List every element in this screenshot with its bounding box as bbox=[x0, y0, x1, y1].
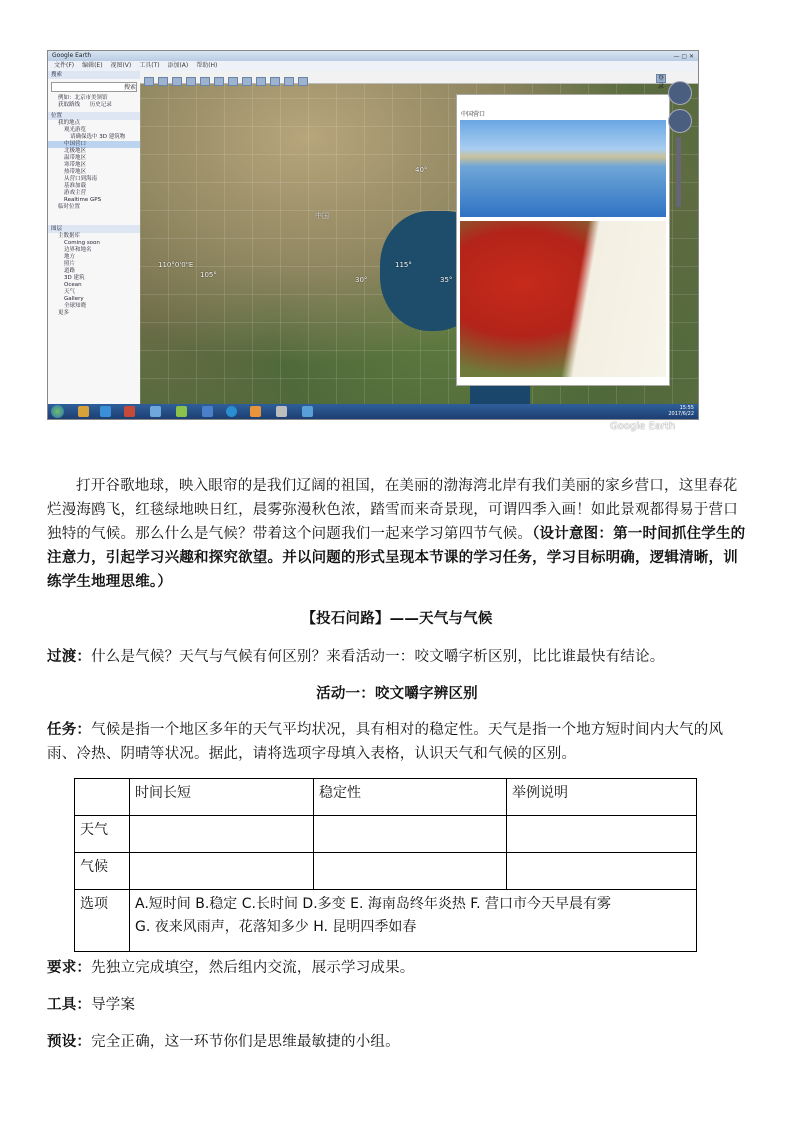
window-titlebar bbox=[48, 51, 698, 61]
zoom-slider[interactable] bbox=[676, 137, 681, 207]
toolbar-icon[interactable] bbox=[144, 77, 154, 86]
pan-control[interactable] bbox=[668, 109, 692, 133]
places-item[interactable]: 观光游览 bbox=[64, 127, 87, 133]
taskbar-app-icon[interactable] bbox=[78, 406, 89, 417]
layer-item[interactable]: Coming soon bbox=[64, 240, 100, 246]
answer-cell[interactable] bbox=[314, 853, 507, 890]
map-label: 105° bbox=[200, 271, 217, 279]
transition-text: 什么是气候？天气与气候有何区别？来看活动一：咬文嚼字析区别，比比谁最快有结论。 bbox=[91, 649, 665, 665]
toolbar-icon[interactable] bbox=[256, 77, 266, 86]
places-item[interactable]: 游戏主营 bbox=[64, 190, 87, 196]
google-earth-screenshot bbox=[47, 50, 699, 432]
map-label: 115° bbox=[395, 261, 412, 269]
toolbar-icon[interactable] bbox=[228, 77, 238, 86]
taskbar-app-icon[interactable] bbox=[226, 406, 237, 417]
preset-text: 完全正确，这一环节你们是思维最敏捷的小组。 bbox=[91, 1034, 400, 1050]
map-label: 30° bbox=[355, 276, 368, 284]
layer-item[interactable]: 3D 建筑 bbox=[64, 275, 85, 281]
red-beach-photo bbox=[460, 221, 666, 377]
design-intent-label: （设计意图： bbox=[532, 526, 614, 542]
task-label: 任务： bbox=[47, 722, 92, 738]
places-item[interactable]: Realtime GPS bbox=[64, 197, 102, 203]
row-label-climate: 气候 bbox=[75, 853, 130, 890]
toolbar-icon[interactable] bbox=[172, 77, 182, 86]
search-links bbox=[48, 102, 140, 109]
places-item-yingkou[interactable]: 中国营口 bbox=[48, 141, 140, 148]
activity-title: 活动一：咬文嚼字辨区别 bbox=[316, 686, 478, 702]
table-options-row bbox=[75, 890, 697, 952]
layer-item[interactable]: 更多 bbox=[58, 310, 70, 316]
table-row bbox=[75, 816, 697, 853]
answer-cell[interactable] bbox=[130, 816, 314, 853]
clock-date: 2017/6/22 bbox=[668, 411, 694, 417]
taskbar-app-icon[interactable] bbox=[124, 406, 135, 417]
toolbar-icon[interactable] bbox=[214, 77, 224, 86]
map-toolbar bbox=[140, 71, 698, 90]
section-title: 【投石问路】——天气与气候 bbox=[301, 611, 493, 627]
task-paragraph bbox=[47, 718, 747, 766]
taskbar-clock bbox=[668, 405, 694, 417]
places-item[interactable]: 寒带地区 bbox=[64, 162, 87, 168]
clock-time: 15:55 bbox=[679, 405, 694, 411]
menu-tools[interactable]: 工具(T) bbox=[139, 62, 160, 69]
table-header-cell bbox=[75, 779, 130, 816]
preset-label: 预设： bbox=[47, 1034, 92, 1050]
places-panel-header[interactable]: 位置 bbox=[48, 112, 140, 120]
taskbar-app-icon[interactable] bbox=[250, 406, 261, 417]
table-header-cell: 时间长短 bbox=[130, 779, 314, 816]
places-item[interactable]: 温带地区 bbox=[64, 155, 87, 161]
search-button[interactable]: 搜索 bbox=[123, 84, 136, 91]
layer-item[interactable]: Gallery bbox=[64, 296, 84, 302]
places-item[interactable]: 基准加载 bbox=[64, 183, 87, 189]
table-header-cell: 举例说明 bbox=[507, 779, 697, 816]
taskbar-app-icon[interactable] bbox=[276, 406, 287, 417]
toolbar-icon[interactable] bbox=[200, 77, 210, 86]
weather-climate-table bbox=[74, 778, 697, 952]
layer-item[interactable]: 天气 bbox=[64, 289, 76, 295]
requirement-label: 要求： bbox=[47, 960, 92, 976]
intro-paragraph bbox=[47, 474, 747, 594]
layer-item[interactable]: 全球知晓 bbox=[64, 303, 87, 309]
taskbar-app-icon[interactable] bbox=[202, 406, 213, 417]
answer-cell[interactable] bbox=[507, 853, 697, 890]
places-item[interactable]: 请确保选中 3D 建筑物 bbox=[70, 134, 126, 140]
places-item[interactable]: 热带地区 bbox=[64, 169, 87, 175]
transition-label: 过渡： bbox=[47, 649, 92, 665]
table-header-row bbox=[75, 779, 697, 816]
login-button[interactable]: 登录 bbox=[657, 75, 664, 90]
tool-text: 导学案 bbox=[91, 997, 136, 1013]
windows-taskbar bbox=[48, 404, 698, 419]
toolbar-icon[interactable] bbox=[298, 77, 308, 86]
layer-item[interactable]: 道路 bbox=[64, 268, 76, 274]
history-link[interactable]: 历史记录 bbox=[89, 102, 112, 108]
taskbar-app-icon[interactable] bbox=[150, 406, 161, 417]
map-label: 35° bbox=[440, 276, 453, 284]
yingkou-coast-photo bbox=[460, 120, 666, 217]
table-row bbox=[75, 853, 697, 890]
taskbar-app-icon[interactable] bbox=[302, 406, 313, 417]
task-text: 气候是指一个地区多年的天气平均状况，具有相对的稳定性。天气是指一个地方短时间内大气的风雨、冷热、阴晴等状况。据此，请将选项字母填入表格，认识天气和气候的区别。 bbox=[47, 722, 724, 762]
toolbar-icon[interactable] bbox=[186, 77, 196, 86]
layer-item[interactable]: 照片 bbox=[64, 261, 76, 267]
options-line-1: A.短时间 B.稳定 C.长时间 D.多变 E. 海南岛终年炎热 F. 营口市今天早晨有雾 bbox=[135, 896, 611, 912]
answer-cell[interactable] bbox=[507, 816, 697, 853]
menu-help[interactable]: 帮助(H) bbox=[196, 62, 218, 69]
map-label: 40° bbox=[415, 166, 428, 174]
map-label: 110°0'0"E bbox=[158, 261, 194, 269]
design-intent-text: 第一时间抓住学生的注意力，引起学习兴趣和探究欲望。并以问题的形式呈现本节课的学习任务，学习目标明确，逻辑清晰，训练学生地理思维。） bbox=[47, 526, 746, 590]
options-cell bbox=[130, 890, 697, 952]
answer-cell[interactable] bbox=[130, 853, 314, 890]
options-line-2: G. 夜来风雨声，花落知多少 H. 昆明四季如春 bbox=[135, 919, 417, 935]
toolbar-icon[interactable] bbox=[284, 77, 294, 86]
preset-paragraph bbox=[47, 1030, 747, 1054]
window-title: Google Earth bbox=[52, 52, 92, 59]
taskbar-app-icon[interactable] bbox=[100, 406, 111, 417]
toolbar-icon[interactable] bbox=[158, 77, 168, 86]
window-controls[interactable]: — ▢ ✕ bbox=[673, 53, 694, 60]
menu-edit[interactable]: 编辑(E) bbox=[82, 62, 103, 69]
layer-item[interactable]: 主数据库 bbox=[58, 233, 81, 239]
menu-file[interactable]: 文件(F) bbox=[54, 62, 75, 69]
places-item[interactable]: 我的地点 bbox=[58, 120, 81, 126]
get-directions-link[interactable]: 获取路线 bbox=[58, 102, 81, 108]
search-example: 例如：北京市美领馆 bbox=[58, 95, 108, 101]
layer-item[interactable]: Ocean bbox=[64, 282, 82, 288]
start-orb-icon[interactable] bbox=[51, 405, 64, 418]
intro-text: 打开谷歌地球，映入眼帘的是我们辽阔的祖国，在美丽的渤海湾北岸有我们美丽的家乡营口，这里春花烂漫海鸥飞，红毯绿地映日红，晨雾弥漫秋色浓，踏雪而来奇景现，可谓四季入画！如此景观都得易于营口独特的气候。那么什么是气候？带着这个问题我们一起来学习第四节气候。 bbox=[47, 478, 738, 542]
tool-paragraph bbox=[47, 993, 747, 1017]
options-label: 选项 bbox=[75, 890, 130, 952]
requirement-paragraph bbox=[47, 956, 747, 980]
toolbar-icon[interactable] bbox=[242, 77, 252, 86]
places-item[interactable]: 北极地区 bbox=[64, 148, 87, 154]
layers-panel-header[interactable]: 图层 bbox=[48, 225, 140, 233]
places-item[interactable]: 从营口到海南 bbox=[64, 176, 98, 182]
requirement-text: 先独立完成填空，然后组内交流，展示学习成果。 bbox=[91, 960, 415, 976]
row-label-weather: 天气 bbox=[75, 816, 130, 853]
transition-paragraph bbox=[47, 645, 747, 669]
google-earth-watermark: Google Earth bbox=[610, 421, 676, 432]
taskbar-app-icon[interactable] bbox=[176, 406, 187, 417]
search-panel-header[interactable]: 搜索 bbox=[48, 71, 140, 79]
table-header-cell: 稳定性 bbox=[314, 779, 507, 816]
compass-control[interactable] bbox=[668, 81, 692, 105]
menu-bar bbox=[48, 61, 698, 71]
popup-title: 中国营口 bbox=[461, 111, 486, 118]
placemark-popup bbox=[456, 94, 670, 386]
map-label: 中国 bbox=[315, 212, 329, 220]
sidebar bbox=[48, 71, 141, 404]
toolbar-icon[interactable] bbox=[270, 77, 280, 86]
menu-view[interactable]: 视图(V) bbox=[110, 62, 132, 69]
menu-add[interactable]: 添加(A) bbox=[167, 62, 189, 69]
layer-item[interactable]: 边界和地名 bbox=[64, 247, 92, 253]
places-item[interactable]: 临时位置 bbox=[58, 204, 81, 210]
answer-cell[interactable] bbox=[314, 816, 507, 853]
tool-label: 工具： bbox=[47, 997, 92, 1013]
layer-item[interactable]: 地方 bbox=[64, 254, 76, 260]
